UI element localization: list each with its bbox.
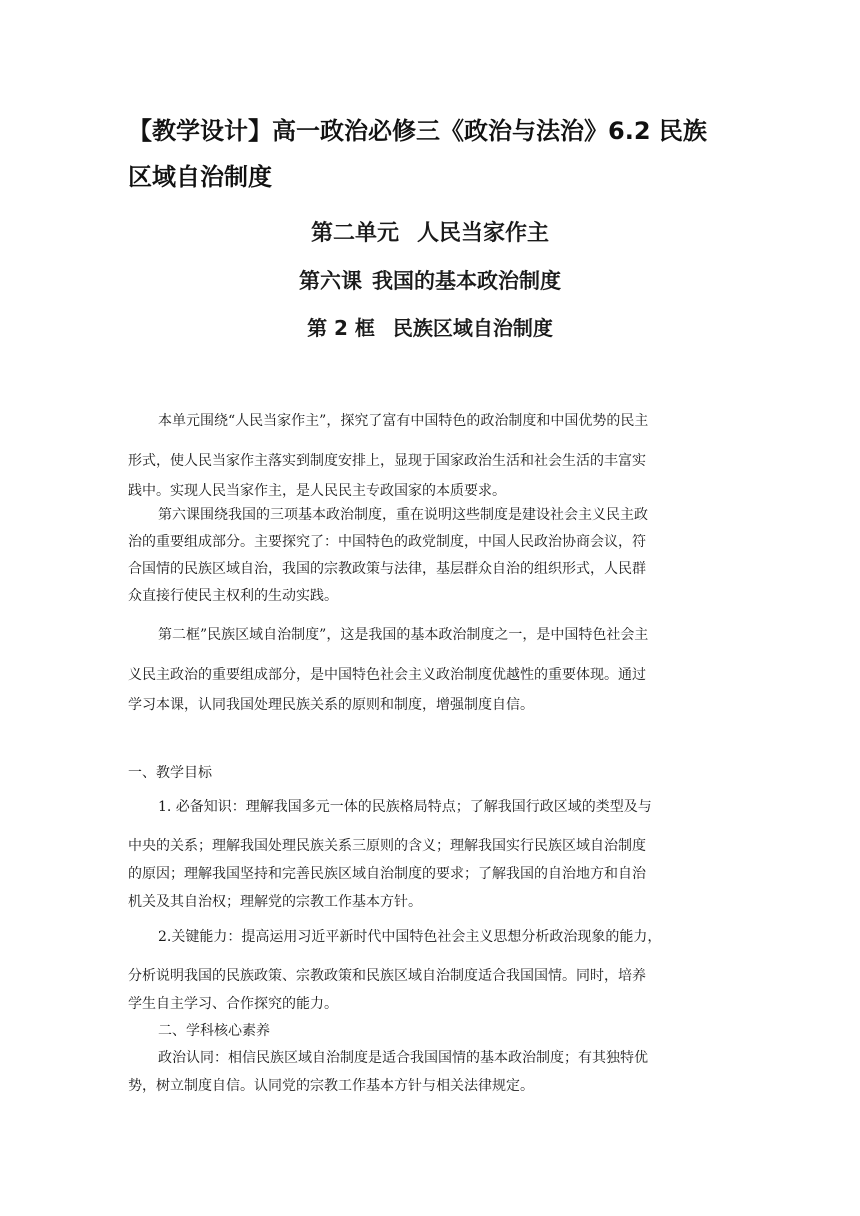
intro-paragraph-3-cont — [128, 660, 732, 720]
document-title — [128, 108, 738, 200]
paragraph-line — [128, 920, 732, 954]
paragraph-text: 1. 必备知识：理解我国多元一体的民族格局特点；了解我国行政区域的类型及与 — [158, 799, 652, 815]
paragraph-line — [128, 502, 732, 529]
paragraph-line — [128, 618, 732, 652]
paragraph-line: 合国情的民族区域自治，我国的宗教政策与法律，基层群众自治的组织形式，人民群 — [128, 561, 646, 577]
paragraph-line — [128, 790, 732, 824]
document-title-line: 区域自治制度 — [128, 163, 272, 191]
unit-name: 人民当家作主 — [417, 221, 550, 246]
unit-heading — [0, 218, 860, 250]
lesson-heading — [0, 265, 860, 297]
section-heading-objectives: 一、教学目标 — [128, 765, 212, 781]
document-title-line: 【教学设计】高一政治必修三《政治与法治》6.2 民族 — [128, 117, 707, 145]
lesson-name: 我国的基本政治制度 — [372, 268, 561, 293]
frame-label: 第 2 框 — [307, 316, 375, 340]
paragraph-text: 第六课围绕我国的三项基本政治制度，重在说明这些制度是建设社会主义民主政 — [158, 507, 648, 523]
paragraph-line: 的原因；理解我国坚持和完善民族区域自治制度的要求；了解我国的自治地方和自治 — [128, 866, 646, 882]
section-heading-competencies: 二、学科核心素养 — [158, 1023, 270, 1039]
frame-name: 民族区域自治制度 — [392, 316, 553, 340]
unit-label: 第二单元 — [310, 221, 399, 246]
paragraph-line — [128, 1044, 732, 1072]
paragraph-line — [128, 404, 732, 438]
paragraph-line: 形式，使人民当家作主落实到制度安排上，显现于国家政治生活和社会生活的丰富实 — [128, 453, 646, 469]
paragraph-line: 学习本课，认同我国处理民族关系的原则和制度，增强制度自信。 — [128, 697, 534, 713]
paragraph-line: 分析说明我国的民族政策、宗教政策和民族区域自治制度适合我国国情。同时，培养 — [128, 968, 646, 984]
intro-paragraph-1 — [128, 404, 732, 438]
intro-paragraph-1-cont — [128, 446, 732, 506]
paragraph-line: 践中。实现人民当家作主，是人民民主专政国家的本质要求。 — [128, 483, 506, 499]
objective-item-2 — [128, 920, 732, 954]
objective-item-1 — [128, 790, 732, 824]
objective-item-2-cont — [128, 962, 732, 1018]
paragraph-line: 众直接行使民主权利的生动实践。 — [128, 588, 338, 604]
paragraph-text: 政治认同：相信民族区域自治制度是适合我国国情的基本政治制度；有其独特优 — [158, 1050, 648, 1066]
paragraph-line: 中央的关系；理解我国处理民族关系三原则的含义；理解我国实行民族区域自治制度 — [128, 838, 646, 854]
paragraph-line: 势，树立制度自信。认同党的宗教工作基本方针与相关法律规定。 — [128, 1078, 534, 1094]
competency-paragraph-1 — [128, 1044, 732, 1100]
lesson-label: 第六课 — [299, 268, 362, 293]
paragraph-line: 义民主政治的重要组成部分，是中国特色社会主义政治制度优越性的重要体现。通过 — [128, 667, 646, 683]
paragraph-text: 2.关键能力：提高运用习近平新时代中国特色社会主义思想分析政治现象的能力， — [158, 929, 662, 945]
paragraph-line: 学生自主学习、合作探究的能力。 — [128, 996, 338, 1012]
intro-paragraph-3 — [128, 618, 732, 652]
paragraph-line: 机关及其自治权；理解党的宗教工作基本方针。 — [128, 894, 422, 910]
paragraph-text: 第二框”民族区域自治制度”，这是我国的基本政治制度之一，是中国特色社会主 — [158, 627, 649, 643]
frame-heading — [0, 312, 860, 344]
paragraph-line: 治的重要组成部分。主要探究了：中国特色的政党制度，中国人民政治协商会议，符 — [128, 534, 646, 550]
objective-item-1-cont — [128, 832, 732, 916]
paragraph-text: 本单元围绕“人民当家作主”，探究了富有中国特色的政治制度和中国优势的民主 — [158, 413, 649, 429]
intro-paragraph-2 — [128, 502, 732, 610]
